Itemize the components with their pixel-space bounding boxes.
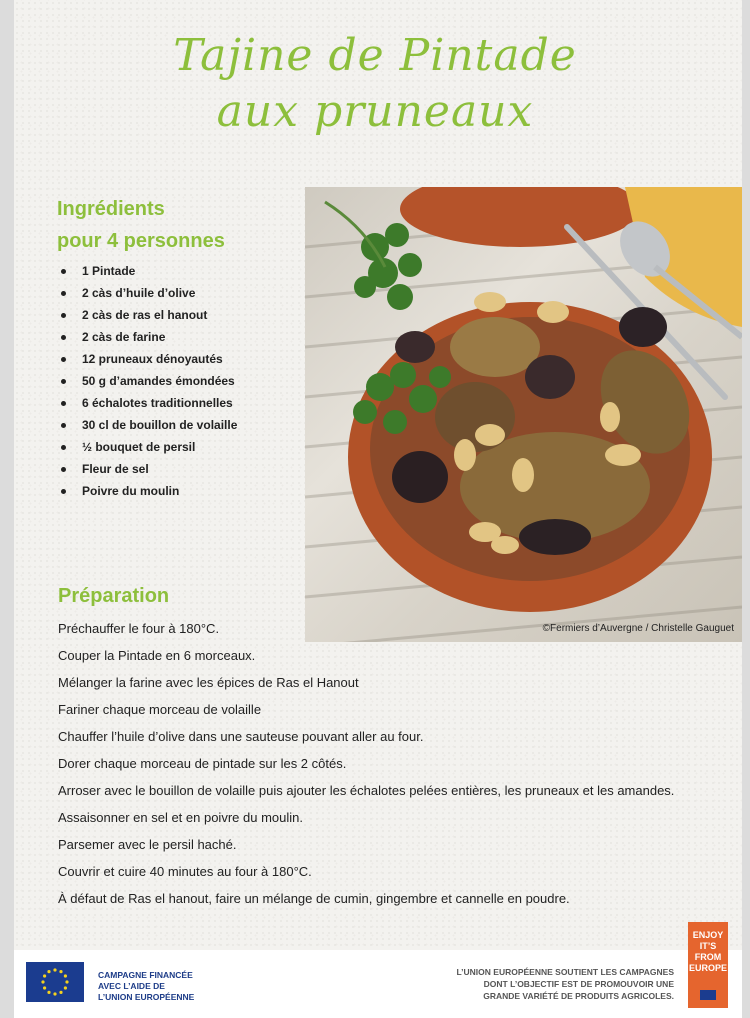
enjoy-europe-logo bbox=[688, 922, 728, 1008]
photo-credit: ©Fermiers d’Auvergne / Christelle Gauguet bbox=[542, 623, 734, 634]
preparation-step: Mélanger la farine avec les épices de Ras el Hanout bbox=[58, 675, 359, 690]
recipe-title-line2: aux pruneaux bbox=[216, 86, 534, 137]
ingredient-item: Fleur de sel bbox=[58, 458, 237, 480]
ingredient-item: 50 g d’amandes émondées bbox=[58, 370, 237, 392]
eu-support-line3: GRANDE VARIÉTÉ DE PRODUITS AGRICOLES. bbox=[483, 991, 674, 1001]
preparation-step: Dorer chaque morceau de pintade sur les 2 côtés. bbox=[58, 756, 347, 771]
eu-funding-statement bbox=[98, 970, 194, 1003]
preparation-step: Fariner chaque morceau de volaille bbox=[58, 702, 262, 717]
enjoy-line1: ENJOY bbox=[692, 930, 724, 940]
preparation-heading: Préparation bbox=[58, 585, 170, 607]
ingredient-item: 6 échalotes traditionnelles bbox=[58, 392, 237, 414]
ingredients-list bbox=[58, 260, 237, 502]
preparation-step: Parsemer avec le persil haché. bbox=[58, 837, 237, 852]
ingredient-item: 2 càs de ras el hanout bbox=[58, 304, 237, 326]
preparation-step: Assaisonner en sel et en poivre du moulin. bbox=[58, 810, 303, 825]
ingredients-heading-line1: Ingrédients bbox=[57, 198, 165, 220]
tajine-photo bbox=[305, 187, 742, 642]
eu-flag-icon bbox=[26, 962, 84, 1002]
mini-eu-flag-icon bbox=[700, 990, 716, 1000]
eu-funding-line3: L’UNION EUROPÉENNE bbox=[98, 992, 195, 1002]
ingredients-heading-line2: pour 4 personnes bbox=[57, 230, 225, 252]
preparation-step: À défaut de Ras el hanout, faire un mélange de cumin, gingembre et cannelle en poudre. bbox=[58, 891, 570, 906]
preparation-step: Chauffer l’huile d’olive dans une sauteuse pouvant aller au four. bbox=[58, 729, 424, 744]
enjoy-line3: EUROPE bbox=[688, 963, 727, 973]
ingredient-item: 30 cl de bouillon de volaille bbox=[58, 414, 237, 436]
eu-funding-line2: AVEC L’AIDE DE bbox=[98, 981, 165, 991]
ingredient-item: Poivre du moulin bbox=[58, 480, 237, 502]
preparation-step: Couper la Pintade en 6 morceaux. bbox=[58, 648, 256, 663]
tajine-illustration bbox=[305, 187, 742, 642]
ingredient-item: ½ bouquet de persil bbox=[58, 436, 237, 458]
recipe-title-line1: Tajine de Pintade bbox=[173, 30, 577, 81]
eu-support-statement bbox=[456, 966, 674, 1002]
eu-support-line2: DONT L’OBJECTIF EST DE PROMOUVOIR UNE bbox=[483, 979, 674, 989]
preparation-steps bbox=[58, 615, 674, 912]
footer bbox=[14, 950, 742, 1018]
ingredients-heading bbox=[57, 193, 225, 257]
preparation-step: Arroser avec le bouillon de volaille puis ajouter les échalotes pelées entières, les pruneaux et les amandes. bbox=[58, 783, 675, 798]
eu-support-line1: L’UNION EUROPÉENNE SOUTIENT LES CAMPAGNES bbox=[456, 967, 674, 977]
ingredient-item: 2 càs d’huile d’olive bbox=[58, 282, 237, 304]
ingredient-item: 1 Pintade bbox=[58, 260, 237, 282]
ingredient-item: 12 pruneaux dénoyautés bbox=[58, 348, 237, 370]
preparation-step: Couvrir et cuire 40 minutes au four à 180°C. bbox=[58, 864, 312, 879]
eu-funding-line1: CAMPAGNE FINANCÉE bbox=[98, 970, 193, 980]
enjoy-line2: IT’S FROM bbox=[694, 941, 722, 962]
preparation-step: Préchauffer le four à 180°C. bbox=[58, 621, 220, 636]
ingredient-item: 2 càs de farine bbox=[58, 326, 237, 348]
